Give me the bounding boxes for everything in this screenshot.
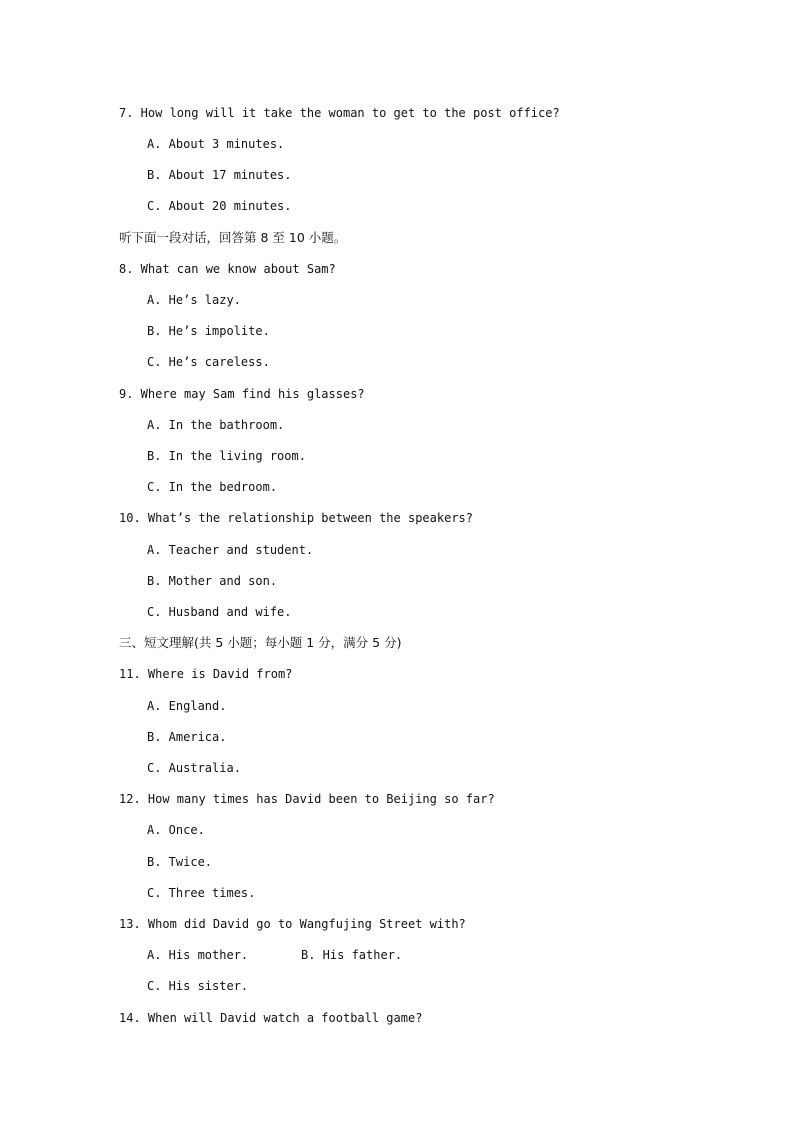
section-dialogue-instruction: 听下面一段对话，回答第 8 至 10 小题。 xyxy=(119,230,347,245)
question-10-option-b: B. Mother and son. xyxy=(147,574,278,588)
question-9-stem: 9. Where may Sam find his glasses? xyxy=(119,387,365,401)
question-8-option-c: C. He’s careless. xyxy=(147,355,270,369)
question-10-option-a: A. Teacher and student. xyxy=(147,543,314,557)
question-8-stem: 8. What can we know about Sam? xyxy=(119,262,336,276)
question-11-option-b: B. America. xyxy=(147,730,227,744)
question-7-option-b: B. About 17 minutes. xyxy=(147,168,292,182)
question-8-option-b: B. He’s impolite. xyxy=(147,324,270,338)
question-7-option-a: A. About 3 minutes. xyxy=(147,137,285,151)
question-10-option-c: C. Husband and wife. xyxy=(147,605,292,619)
question-12-stem: 12. How many times has David been to Beijing so far? xyxy=(119,792,495,806)
question-11-option-a: A. England. xyxy=(147,699,227,713)
question-12-option-c: C. Three times. xyxy=(147,886,256,900)
question-11-stem: 11. Where is David from? xyxy=(119,667,293,681)
question-14-stem: 14. When will David watch a football game? xyxy=(119,1011,423,1025)
question-13-option-a: A. His mother. xyxy=(147,948,249,962)
question-10-stem: 10. What’s the relationship between the speakers? xyxy=(119,511,474,525)
question-13-stem: 13. Whom did David go to Wangfujing Street with? xyxy=(119,917,466,931)
section-3-heading: 三、短文理解(共 5 小题；每小题 1 分，满分 5 分) xyxy=(119,635,402,650)
question-7-stem: 7. How long will it take the woman to get to the post office? xyxy=(119,106,560,120)
question-12-option-b: B. Twice. xyxy=(147,855,213,869)
question-12-option-a: A. Once. xyxy=(147,823,205,837)
question-9-option-b: B. In the living room. xyxy=(147,449,306,463)
question-8-option-a: A. He’s lazy. xyxy=(147,293,241,307)
question-13-option-c: C. His sister. xyxy=(147,979,249,993)
question-13-option-b: B. His father. xyxy=(301,948,403,962)
question-11-option-c: C. Australia. xyxy=(147,761,241,775)
question-9-option-c: C. In the bedroom. xyxy=(147,480,278,494)
question-9-option-a: A. In the bathroom. xyxy=(147,418,285,432)
question-7-option-c: C. About 20 minutes. xyxy=(147,199,292,213)
